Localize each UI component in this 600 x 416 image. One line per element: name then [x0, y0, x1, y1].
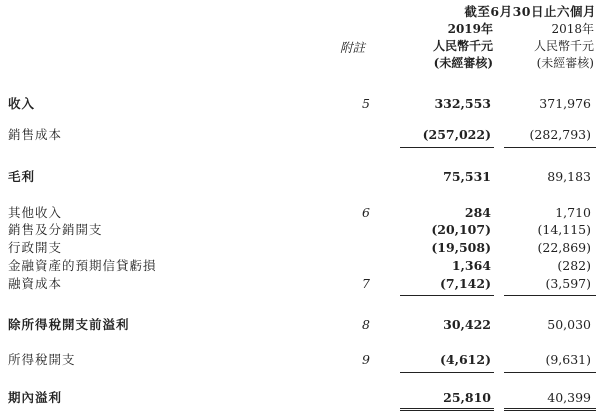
table-row-expected-credit-loss: [0, 258, 600, 274]
table-row-finance-costs: [0, 276, 600, 292]
value-2018: (9,631): [545, 352, 591, 367]
column-header-2018: [494, 21, 594, 72]
total-double-rule-2019: [400, 408, 494, 411]
value-2018: (282): [557, 258, 591, 273]
value-2019: 75,531: [443, 169, 491, 184]
value-2019: 30,422: [443, 317, 491, 332]
row-label: 期內溢利: [8, 390, 63, 405]
row-label: 銷售及分銷開支: [8, 222, 103, 237]
table-row-administrative: [0, 240, 600, 256]
value-2018: 50,030: [547, 317, 591, 332]
value-2019: 332,553: [434, 96, 491, 111]
row-label: 融資成本: [8, 276, 63, 291]
table-row-selling-distribution: [0, 222, 600, 238]
row-note: 7: [362, 276, 370, 291]
subtotal-rule-2018: [504, 147, 596, 148]
value-2018: (14,115): [537, 222, 591, 237]
value-2019: (19,508): [431, 240, 491, 255]
subtotal-rule-2018: [504, 295, 596, 296]
table-row-other-income: [0, 205, 600, 221]
value-2018: (3,597): [545, 276, 591, 291]
column-2019-audit: (未經審核): [433, 56, 493, 70]
row-note: 9: [362, 352, 370, 367]
row-label: 收入: [8, 96, 36, 111]
row-note: 8: [362, 317, 370, 332]
subtotal-rule-2019: [400, 295, 494, 296]
value-2019: 25,810: [443, 390, 491, 405]
column-header-2019: [393, 21, 493, 72]
column-2018-year: 2018年: [551, 22, 594, 36]
value-2018: 1,710: [555, 205, 591, 220]
value-2019: (20,107): [431, 222, 491, 237]
subtotal-rule-2019: [400, 372, 494, 373]
table-row-cost-of-sales: [0, 127, 600, 143]
table-row-profit-before-tax: [0, 317, 600, 333]
column-2018-audit: (未經審核): [536, 56, 594, 70]
period-heading: 截至6月30日止六個月: [464, 4, 596, 19]
table-row-profit-for-period: [0, 390, 600, 406]
column-2019-currency: 人民幣千元: [432, 39, 493, 53]
row-label: 除所得稅開支前溢利: [8, 317, 130, 332]
row-label: 金融資產的預期信貸虧損: [8, 258, 157, 273]
row-label: 所得稅開支: [8, 352, 76, 367]
value-2018: 40,399: [547, 390, 591, 405]
row-label: 行政開支: [8, 240, 63, 255]
value-2018: (22,869): [537, 240, 591, 255]
value-2018: (282,793): [529, 127, 591, 142]
note-column-header: 附註: [340, 40, 366, 55]
column-2018-currency: 人民幣千元: [533, 39, 594, 53]
row-label: 其他收入: [8, 205, 63, 220]
total-double-rule-2018: [504, 408, 596, 411]
row-label: 銷售成本: [8, 127, 63, 142]
subtotal-rule-2018: [504, 372, 596, 373]
subtotal-rule-2019: [400, 147, 494, 148]
table-row-income-tax: [0, 352, 600, 368]
row-note: 6: [362, 205, 370, 220]
value-2019: (7,142): [440, 276, 491, 291]
row-label: 毛利: [8, 169, 36, 184]
value-2019: 1,364: [451, 258, 491, 273]
value-2018: 371,976: [539, 96, 591, 111]
value-2019: (4,612): [440, 352, 491, 367]
value-2018: 89,183: [547, 169, 591, 184]
table-row-gross-profit: [0, 169, 600, 185]
row-note: 5: [362, 96, 370, 111]
value-2019: 284: [464, 205, 491, 220]
column-2019-year: 2019年: [447, 22, 493, 36]
table-row-revenue: [0, 96, 600, 112]
value-2019: (257,022): [422, 127, 491, 142]
